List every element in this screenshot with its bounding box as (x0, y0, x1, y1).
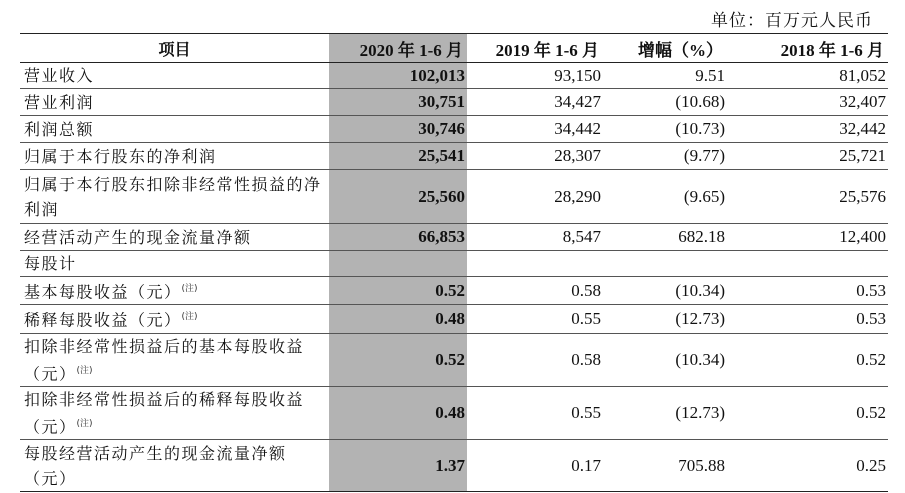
row-label: 归属于本行股东扣除非经常性损益的净利润 (20, 170, 329, 224)
value-growth: (10.73) (603, 116, 727, 143)
value-growth: (9.65) (603, 170, 727, 224)
row-label (20, 277, 329, 305)
value-growth: 705.88 (603, 440, 727, 492)
table-row (20, 251, 888, 277)
value-2019: 28,290 (467, 170, 603, 224)
value-2018: 0.52 (727, 333, 888, 386)
note-marker: (注) (181, 284, 198, 294)
table-row (20, 440, 888, 492)
value-growth: (10.34) (603, 277, 727, 305)
value-2020: 30,746 (329, 116, 467, 143)
row-label-text: 扣除非经常性损益后的基本每股收益（元） (24, 336, 305, 383)
table-row (20, 170, 888, 224)
unit-label: 单位：百万元人民币 (711, 11, 873, 31)
note-marker: (注) (76, 418, 93, 429)
table-row (20, 143, 888, 170)
financial-summary-table (20, 33, 888, 492)
value-2020: 25,541 (329, 143, 467, 170)
note-marker: (注) (76, 365, 93, 376)
header-item: 项目 (20, 34, 329, 63)
header-2019: 2019 年 1-6 月 (467, 34, 603, 63)
table-header-row (20, 34, 888, 63)
row-label: 经营活动产生的现金流量净额 (20, 224, 329, 251)
table-row (20, 63, 888, 89)
value-2020: 66,853 (329, 224, 467, 251)
note-marker: (注) (181, 312, 198, 323)
value-2018: 32,442 (727, 116, 888, 143)
header-growth: 增幅（%） (603, 34, 727, 63)
value-2019: 0.58 (467, 333, 603, 386)
header-2018: 2018 年 1-6 月 (727, 34, 888, 63)
value-2020: 0.52 (329, 333, 467, 386)
value-growth: (12.73) (603, 386, 727, 439)
value-2018: 32,407 (727, 89, 888, 116)
value-2019: 34,427 (467, 89, 603, 116)
value-growth: 9.51 (603, 63, 727, 89)
value-growth: (10.34) (603, 333, 727, 386)
value-2019: 0.55 (467, 386, 603, 439)
value-2018: 81,052 (727, 63, 888, 89)
value-2019: 8,547 (467, 224, 603, 251)
value-2019: 34,442 (467, 116, 603, 143)
row-label (20, 305, 329, 333)
value-growth: (12.73) (603, 305, 727, 333)
row-label: 归属于本行股东的净利润 (20, 143, 329, 170)
table-row (20, 305, 888, 333)
value-2020 (329, 251, 467, 277)
value-2018 (727, 251, 888, 277)
value-2020: 25,560 (329, 170, 467, 224)
value-2018: 25,576 (727, 170, 888, 224)
row-label: 营业收入 (20, 63, 329, 89)
value-2019: 0.17 (467, 440, 603, 492)
row-label (20, 333, 329, 386)
value-2020: 0.48 (329, 386, 467, 439)
value-2020: 0.52 (329, 277, 467, 305)
value-2019 (467, 251, 603, 277)
value-growth (603, 251, 727, 277)
table-row (20, 89, 888, 116)
value-growth: (9.77) (603, 143, 727, 170)
row-label: 营业利润 (20, 89, 329, 116)
row-label: 利润总额 (20, 116, 329, 143)
row-label: 每股计 (20, 251, 329, 277)
header-2020: 2020 年 1-6 月 (329, 34, 467, 63)
value-2018: 12,400 (727, 224, 888, 251)
value-2020: 102,013 (329, 63, 467, 89)
value-growth: (10.68) (603, 89, 727, 116)
row-label-text: 稀释每股收益（元） (24, 310, 182, 330)
value-2018: 0.53 (727, 305, 888, 333)
value-2019: 0.58 (467, 277, 603, 305)
value-growth: 682.18 (603, 224, 727, 251)
table-row (20, 224, 888, 251)
table-row (20, 386, 888, 439)
row-label-text: 扣除非经常性损益后的稀释每股收益（元） (24, 389, 305, 437)
value-2018: 0.52 (727, 386, 888, 439)
value-2019: 28,307 (467, 143, 603, 170)
value-2020: 0.48 (329, 305, 467, 333)
value-2020: 1.37 (329, 440, 467, 492)
row-label-text: 基本每股收益（元） (24, 282, 182, 302)
value-2019: 93,150 (467, 63, 603, 89)
table-row (20, 333, 888, 386)
value-2018: 25,721 (727, 143, 888, 170)
value-2020: 30,751 (329, 89, 467, 116)
value-2019: 0.55 (467, 305, 603, 333)
table-row (20, 277, 888, 305)
table-row (20, 116, 888, 143)
row-label: 每股经营活动产生的现金流量净额（元） (20, 440, 329, 492)
value-2018: 0.53 (727, 277, 888, 305)
row-label (20, 386, 329, 439)
value-2018: 0.25 (727, 440, 888, 492)
